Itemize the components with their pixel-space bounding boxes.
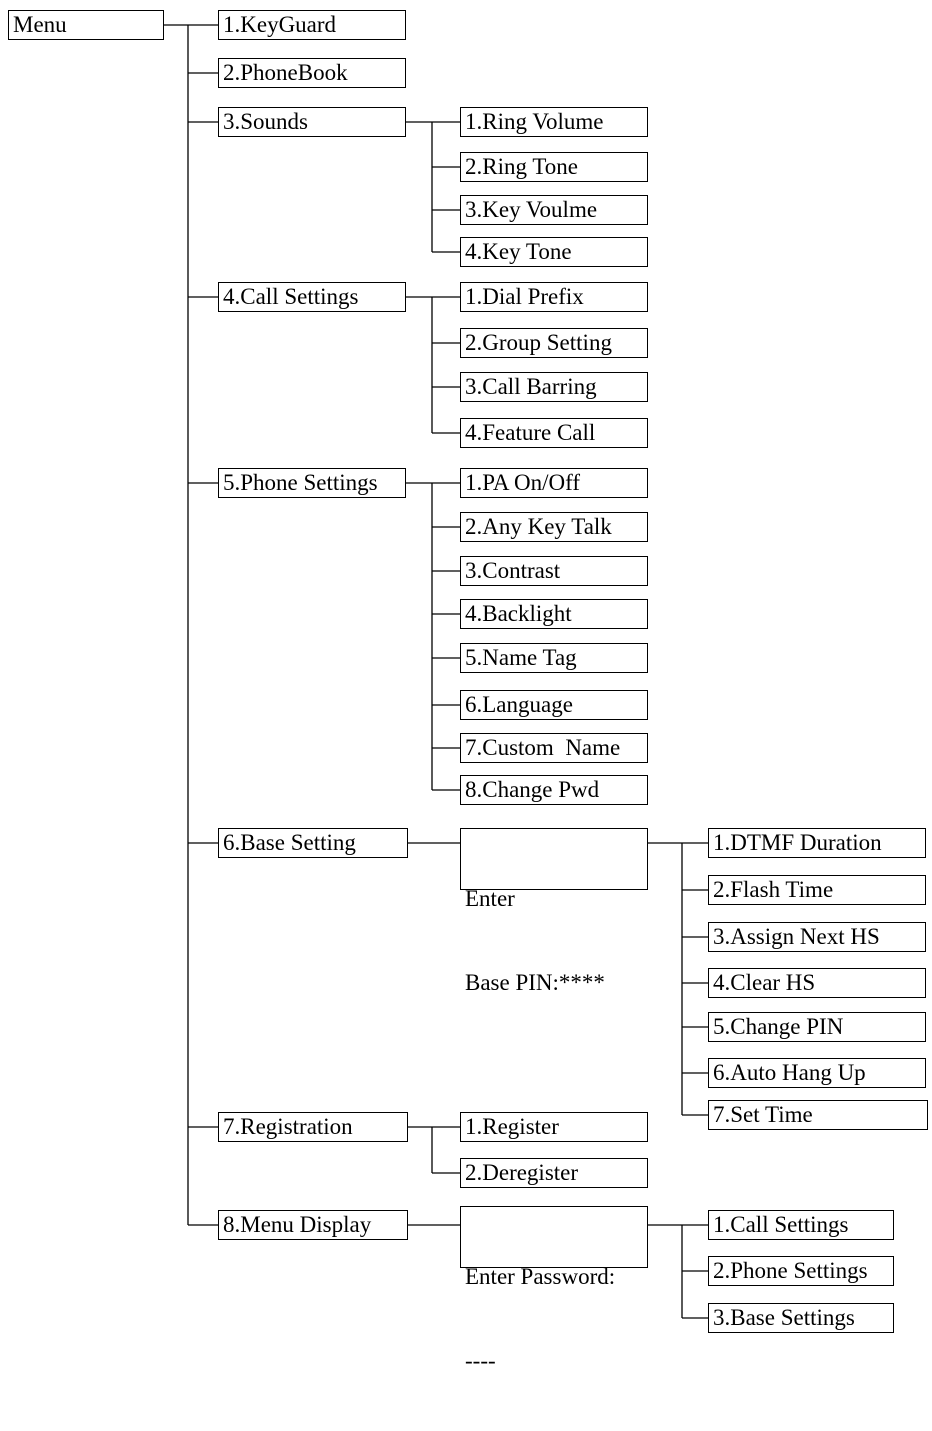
- phone-settings-item-pa: 1.PA On/Off: [460, 468, 648, 498]
- menu-root-box: Menu: [8, 10, 164, 40]
- menu-item-base-setting: 6.Base Setting: [218, 828, 408, 858]
- base-pin-prompt-line2: Base PIN:****: [465, 970, 605, 995]
- base-item-assign-next-hs: 3.Assign Next HS: [708, 922, 926, 952]
- registration-item-deregister: 2.Deregister: [460, 1158, 648, 1188]
- base-item-clear-hs: 4.Clear HS: [708, 968, 926, 998]
- phone-settings-item-name-tag: 5.Name Tag: [460, 643, 648, 673]
- menu-display-item-call-settings: 1.Call Settings: [708, 1210, 894, 1240]
- menu-password-prompt-line1: Enter Password:: [465, 1264, 616, 1289]
- sounds-item-ring-volume: 1.Ring Volume: [460, 107, 648, 137]
- phone-settings-item-contrast: 3.Contrast: [460, 556, 648, 586]
- menu-item-menu-display: 8.Menu Display: [218, 1210, 408, 1240]
- phone-settings-item-custom-name: 7.Custom Name: [460, 733, 648, 763]
- phone-settings-item-any-key-talk: 2.Any Key Talk: [460, 512, 648, 542]
- menu-item-call-settings: 4.Call Settings: [218, 282, 406, 312]
- call-settings-item-call-barring: 3.Call Barring: [460, 372, 648, 402]
- menu-item-phone-settings: 5.Phone Settings: [218, 468, 406, 498]
- sounds-item-key-volume: 3.Key Voulme: [460, 195, 648, 225]
- call-settings-item-dial-prefix: 1.Dial Prefix: [460, 282, 648, 312]
- sounds-item-ring-tone: 2.Ring Tone: [460, 152, 648, 182]
- base-item-flash-time: 2.Flash Time: [708, 875, 926, 905]
- call-settings-item-group-setting: 2.Group Setting: [460, 328, 648, 358]
- base-pin-prompt-line1: Enter: [465, 886, 515, 911]
- base-pin-prompt-box: [460, 828, 648, 995]
- menu-item-phonebook: 2.PhoneBook: [218, 58, 406, 88]
- phone-settings-item-language: 6.Language: [460, 690, 648, 720]
- base-item-dtmf-duration: 1.DTMF Duration: [708, 828, 926, 858]
- menu-item-sounds: 3.Sounds: [218, 107, 406, 137]
- menu-item-registration: 7.Registration: [218, 1112, 408, 1142]
- base-item-change-pin: 5.Change PIN: [708, 1012, 926, 1042]
- base-item-set-time: 7.Set Time: [708, 1100, 928, 1130]
- phone-settings-item-change-pwd: 8.Change Pwd: [460, 775, 648, 805]
- menu-item-keyguard: 1.KeyGuard: [218, 10, 406, 40]
- sounds-item-key-tone: 4.Key Tone: [460, 237, 648, 267]
- menu-password-prompt-line2: ----: [465, 1348, 496, 1373]
- menu-display-item-base-settings: 3.Base Settings: [708, 1303, 894, 1333]
- menu-display-item-phone-settings: 2.Phone Settings: [708, 1256, 894, 1286]
- menu-password-prompt-box: [460, 1206, 648, 1373]
- phone-settings-item-backlight: 4.Backlight: [460, 599, 648, 629]
- base-item-auto-hang-up: 6.Auto Hang Up: [708, 1058, 926, 1088]
- call-settings-item-feature-call: 4.Feature Call: [460, 418, 648, 448]
- registration-item-register: 1.Register: [460, 1112, 648, 1142]
